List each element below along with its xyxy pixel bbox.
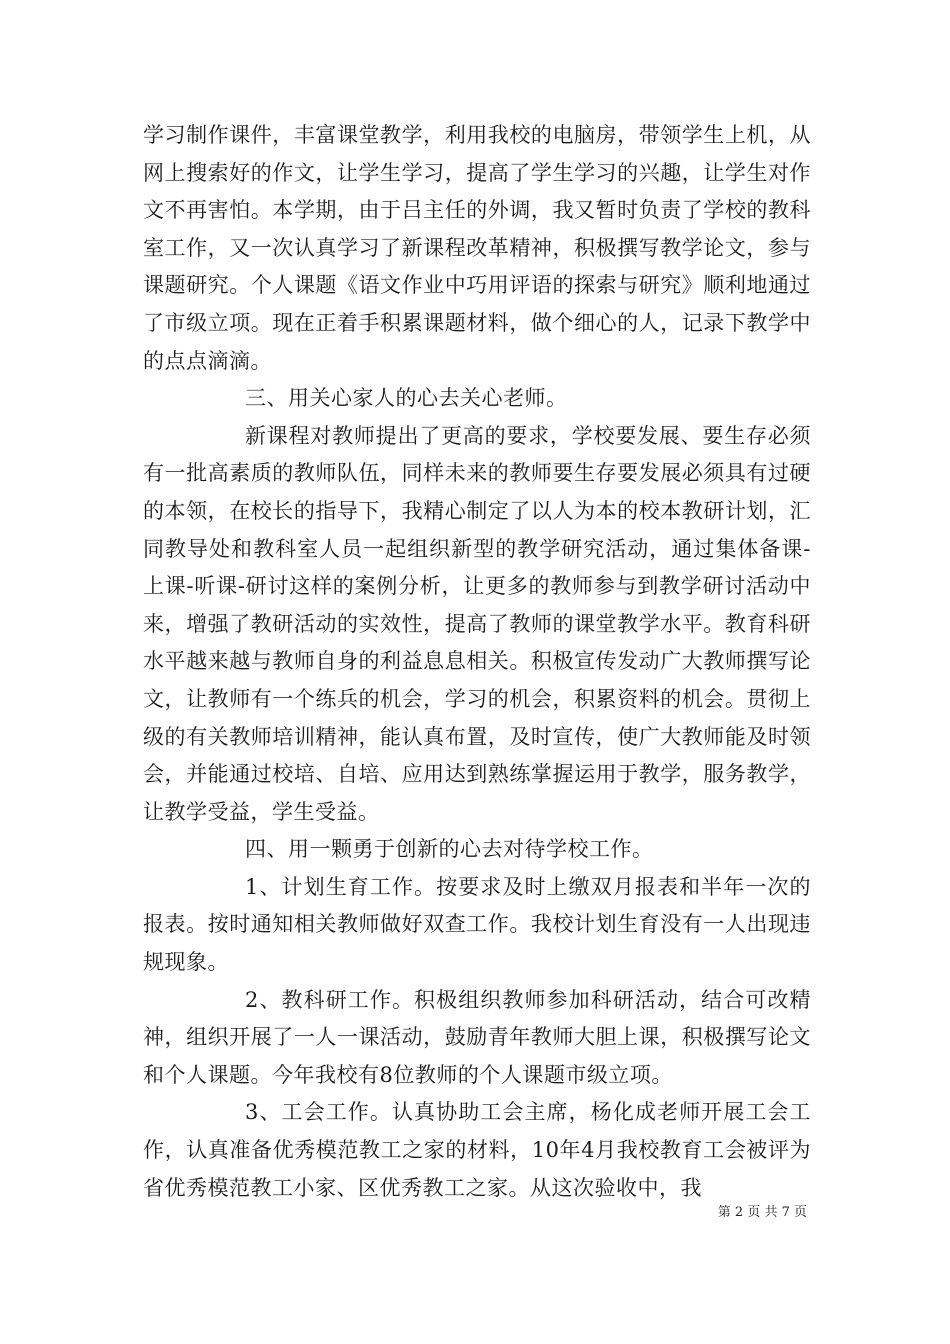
section-heading-three: 三、用关心家人的心去关心老师。 bbox=[245, 386, 568, 411]
list-item-family-planning: 1、计划生育工作。按要求及时上缴双月报表和半年一次的报表。按时通知相关教师做好双查工作。我校计划生育没有一人出现违规现象。 bbox=[143, 874, 811, 975]
section-heading-four: 四、用一颗勇于创新的心去对待学校工作。 bbox=[245, 837, 654, 862]
document-body bbox=[143, 117, 811, 1207]
paragraph-continuation: 学习制作课件，丰富课堂教学，利用我校的电脑房，带领学生上机，从网上搜索好的作文，让学生学习，提高了学生学习的兴趣，让学生对作文不再害怕。本学期，由于吕主任的外调，我又暂时负责了学校的教科室工作，又一次认真学习了新课程改革精神，积极撰写教学论文，参与课题研究。个人课题《语文作业中巧用评语的探索与研究》顺利地通过了市级立项。现在正着手积累课题材料，做个细心的人，记录下教学中的点点滴滴。 bbox=[143, 123, 811, 373]
page-number-footer: 第 2 页 共 7 页 bbox=[717, 1205, 807, 1220]
list-item-union: 3、工会工作。认真协助工会主席，杨化成老师开展工会工作，认真准备优秀模范教工之家的材料，10年4月我校教育工会被评为省优秀模范教工小家、区优秀教工之家。从这次验收中，我 bbox=[143, 1100, 811, 1200]
paragraph-teacher-development: 新课程对教师提出了更高的要求，学校要发展、要生存必须有一批高素质的教师队伍，同样未来的教师要生存要发展必须具有过硬的本领，在校长的指导下，我精心制定了以人为本的校本教研计划，汇同教导处和教科室人员一起组织新型的教学研究活动，通过集体备课-上课-听课-研讨这样的案例分析，让更多的教师参与到教学研讨活动中来，增强了教研活动的实效性，提高了教师的课堂教学水平。教育科研水平越来越与教师自身的利益息息相关。积极宣传发动广大教师撰写论文，让教师有一个练兵的机会，学习的机会，积累资料的机会。贯彻上级的有关教师培训精神，能认真布置，及时宣传，使广大教师能及时领会，并能通过校培、自培、应用达到熟练掌握运用于教学，服务教学，让教学受益，学生受益。 bbox=[143, 423, 811, 824]
list-item-research: 2、教科研工作。积极组织教师参加科研活动，结合可改精神，组织开展了一人一课活动，鼓励青年教师大胆上课，积极撰写论文和个人课题。今年我校有8位教师的个人课题市级立项。 bbox=[143, 987, 811, 1087]
